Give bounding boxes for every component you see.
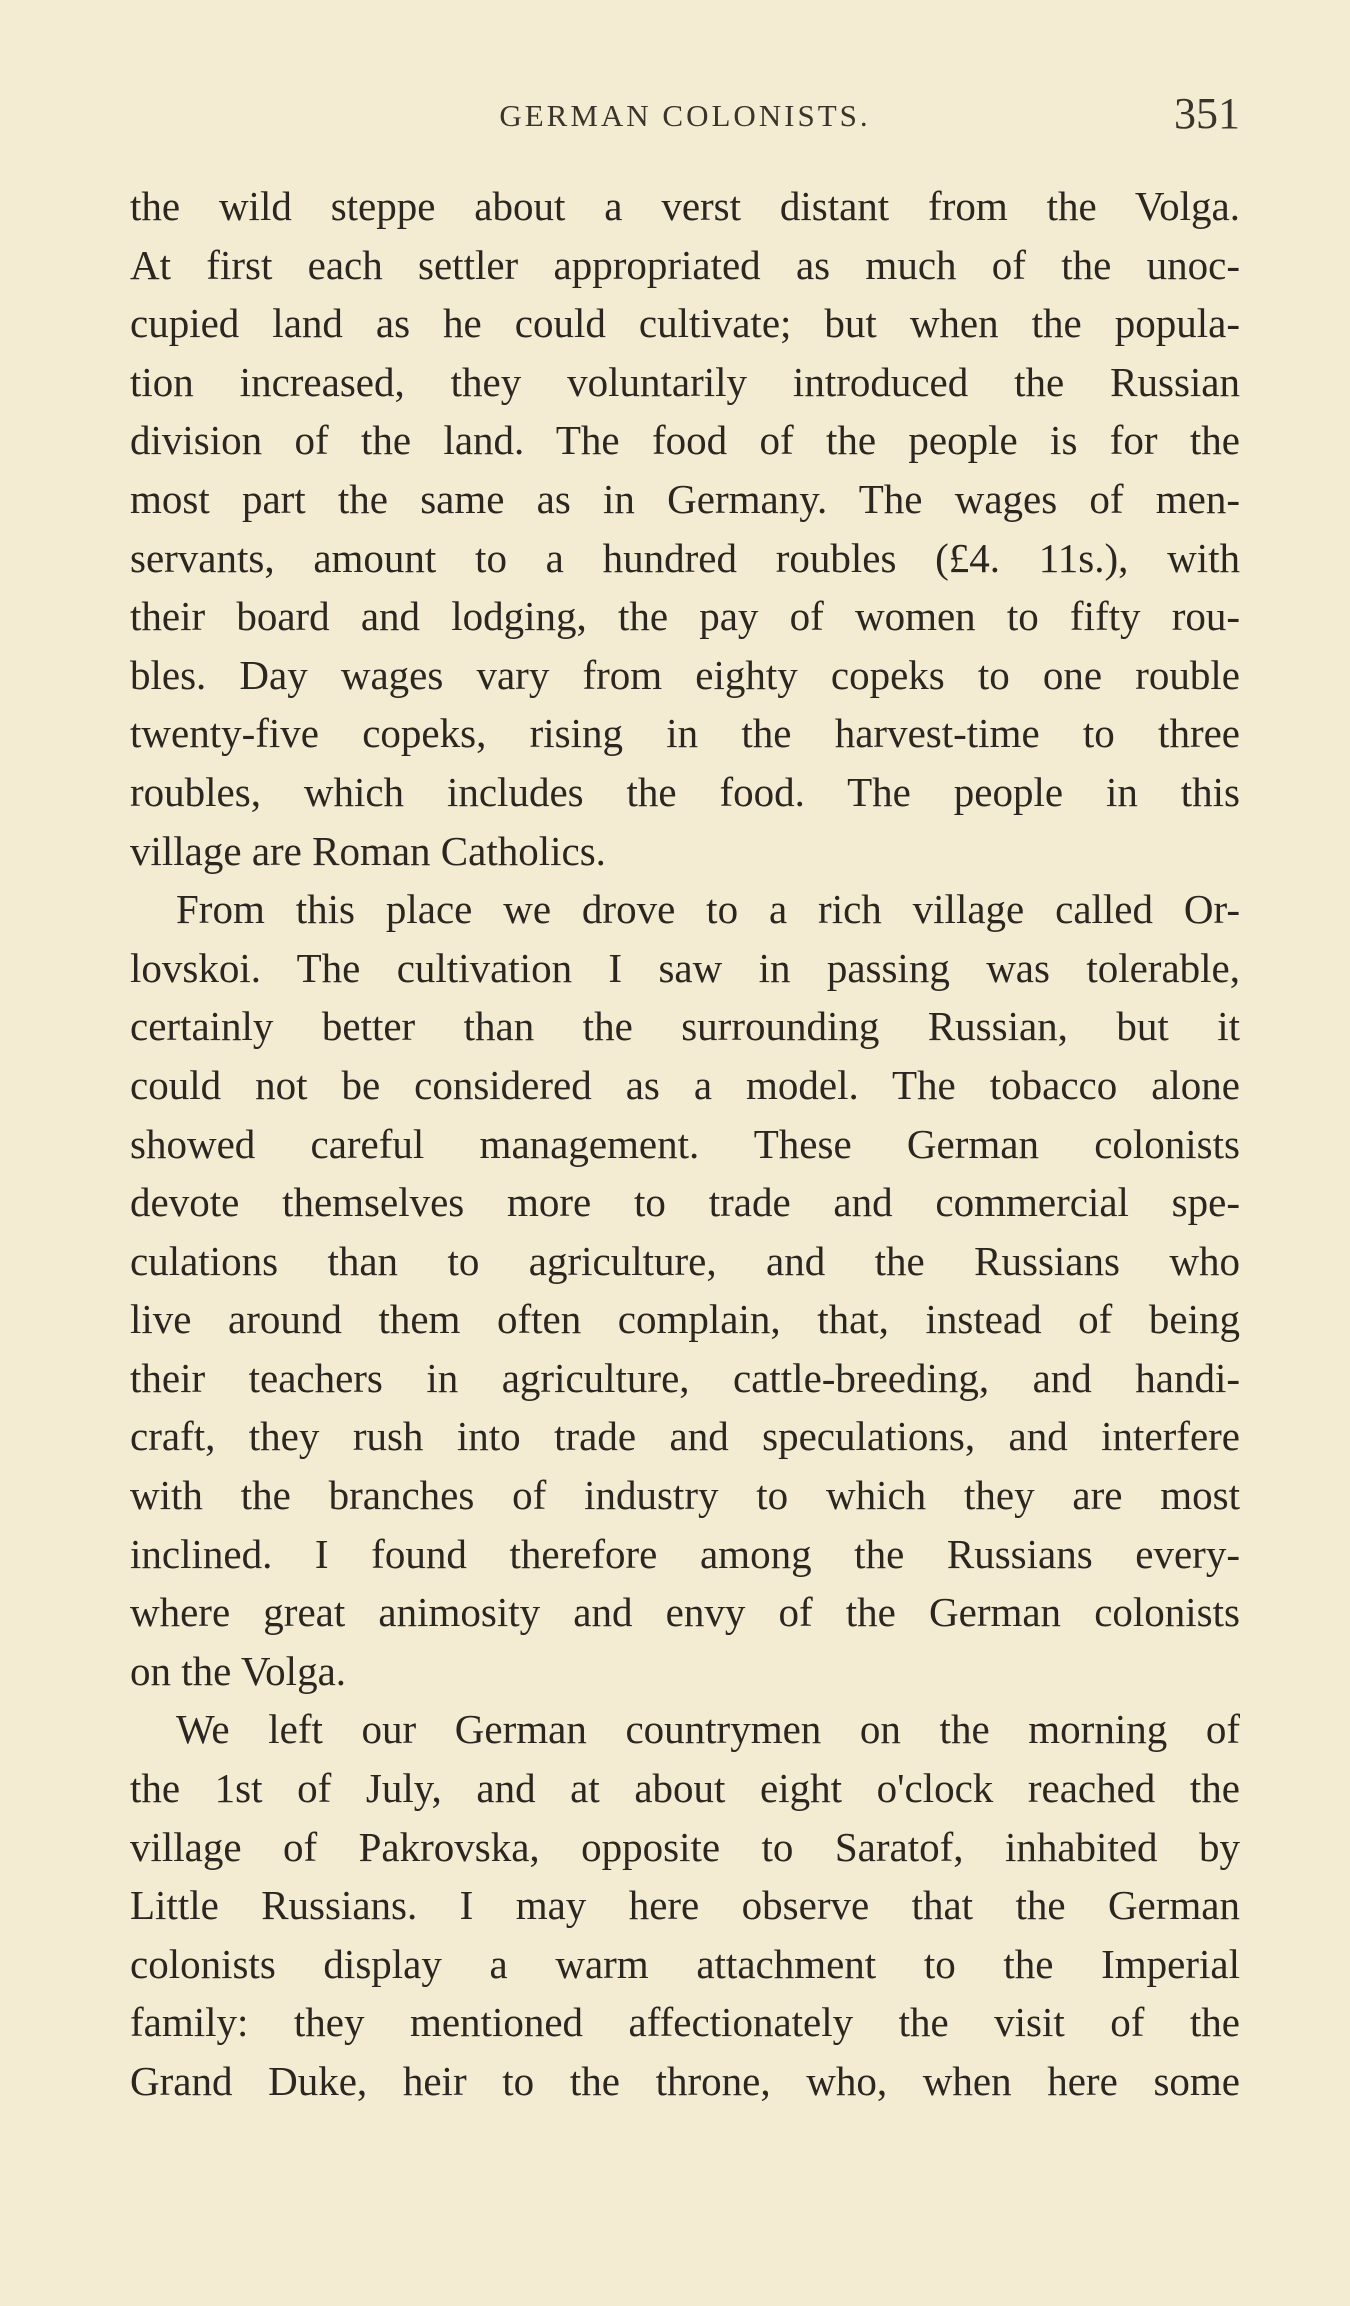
body-text — [130, 177, 1240, 2111]
text-line: tion increased, they voluntarily introduced the Russian — [130, 358, 1240, 405]
text-line: village are Roman Catholics. — [130, 827, 606, 874]
text-line: We left our German countrymen on the morning of — [176, 1706, 1240, 1753]
text-line: certainly better than the surrounding Russian, but it — [130, 1003, 1240, 1050]
text-line: servants, amount to a hundred roubles (£4. 11s.), with — [130, 534, 1240, 581]
text-line: the 1st of July, and at about eight o'clock reached the — [130, 1765, 1240, 1812]
text-line: lovskoi. The cultivation I saw in passing was tolerable, — [130, 944, 1240, 991]
text-line: the wild steppe about a verst distant from the Volga. — [130, 183, 1240, 229]
text-line: village of Pakrovska, opposite to Saratof, inhabited by — [130, 1823, 1240, 1870]
text-line: division of the land. The food of the people is for the — [130, 417, 1240, 464]
text-line: on the Volga. — [130, 1647, 347, 1694]
text-line: family: they mentioned affectionately the visit of the — [130, 1999, 1240, 2046]
text-line: cupied land as he could cultivate; but when the popula- — [130, 300, 1240, 347]
page-number: 351 — [1174, 89, 1240, 138]
text-line: bles. Day wages vary from eighty copeks to one rouble — [130, 651, 1240, 698]
text-line: Little Russians. I may here observe that the German — [130, 1882, 1240, 1929]
text-line: At first each settler appropriated as much of the unoc- — [130, 241, 1240, 288]
text-line: colonists display a warm attachment to the Imperial — [130, 1940, 1240, 1987]
text-line: where great animosity and envy of the German colonists — [130, 1589, 1240, 1636]
text-line: showed careful management. These German colonists — [130, 1120, 1240, 1167]
running-title: GERMAN COLONISTS. — [499, 98, 871, 133]
text-line: Grand Duke, heir to the throne, who, when here some — [130, 2058, 1240, 2104]
text-line: craft, they rush into trade and speculations, and interfere — [130, 1413, 1240, 1460]
text-line: most part the same as in Germany. The wages of men- — [130, 475, 1240, 522]
text-line: devote themselves more to trade and commercial spe- — [130, 1179, 1240, 1226]
text-line: their teachers in agriculture, cattle-breeding, and handi- — [130, 1354, 1240, 1401]
text-line: live around them often complain, that, instead of being — [130, 1296, 1240, 1343]
text-line: could not be considered as a model. The tobacco alone — [130, 1061, 1240, 1108]
text-line: roubles, which includes the food. The people in this — [130, 768, 1240, 815]
text-line: culations than to agriculture, and the Russians who — [130, 1237, 1240, 1284]
text-line: inclined. I found therefore among the Russians every- — [130, 1530, 1240, 1577]
text-line: their board and lodging, the pay of women to fifty rou- — [130, 593, 1240, 640]
running-head — [130, 88, 1240, 144]
text-line: with the branches of industry to which they are most — [130, 1472, 1240, 1519]
text-line: From this place we drove to a rich village called Or- — [176, 886, 1240, 933]
text-line: twenty-five copeks, rising in the harvest-time to three — [130, 710, 1240, 757]
